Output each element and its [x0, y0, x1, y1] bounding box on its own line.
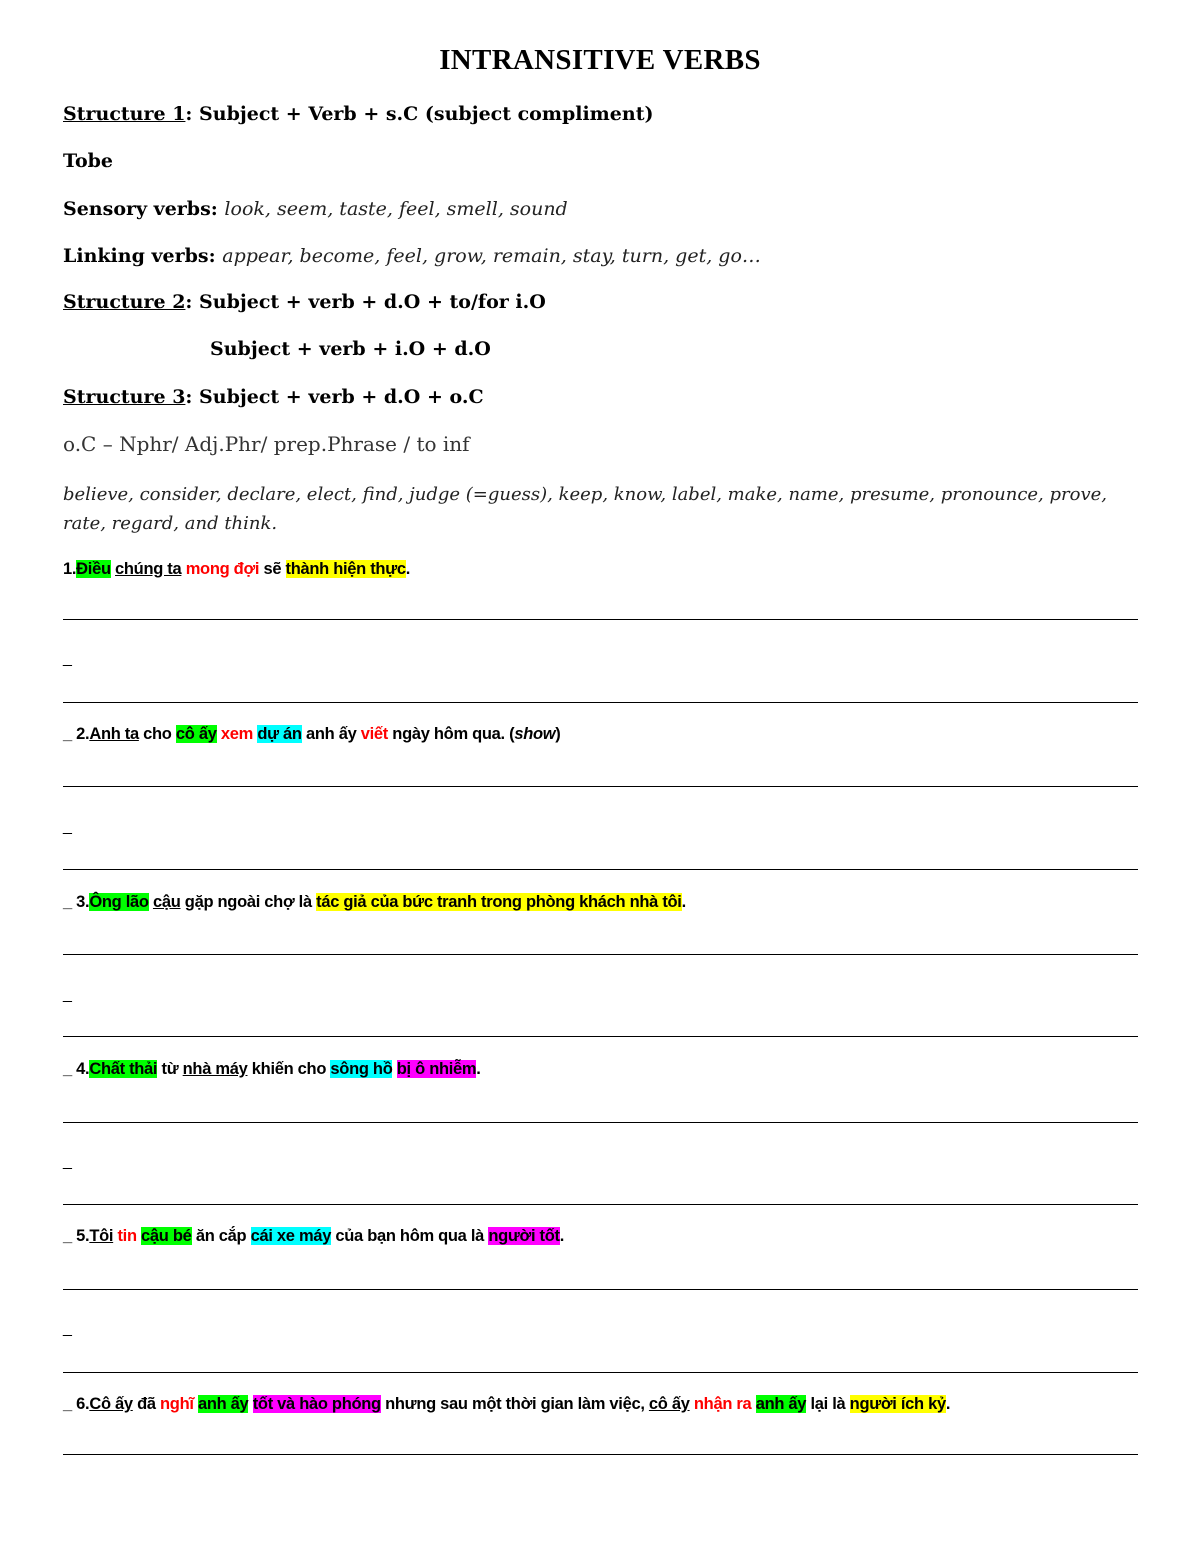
- plain-text: cho: [143, 725, 172, 743]
- plain-text: anh ấy: [305, 725, 357, 743]
- plain-text: ngày hôm qua. (: [392, 725, 515, 743]
- linking-verbs-label: Linking verbs:: [63, 245, 223, 267]
- exercise-1: [63, 560, 410, 579]
- structure-2-alt-formula: Subject + verb + i.O + d.O: [210, 338, 491, 360]
- answer-line: [63, 869, 1138, 870]
- answer-line: [63, 619, 1138, 620]
- highlight-object: anh ấy: [197, 1395, 249, 1413]
- structure-3-formula: : Subject + verb + d.O + o.C: [185, 386, 484, 408]
- exercise-6: [63, 1395, 950, 1414]
- exercise-number: _ 4.: [63, 1060, 90, 1078]
- highlight-complement: người ích kỷ: [849, 1395, 946, 1413]
- highlight-object: cậu bé: [141, 1227, 192, 1245]
- highlight-complement: người tốt: [488, 1227, 560, 1245]
- exercise-3: [63, 893, 686, 912]
- underlined-word: nhà máy: [182, 1060, 248, 1078]
- dash-mark: _: [63, 1320, 72, 1337]
- underlined-subject: Tôi: [89, 1227, 114, 1245]
- highlight-complement: thành hiện thực: [285, 560, 406, 578]
- highlight-complement: bị ô nhiễm: [396, 1060, 477, 1078]
- underlined-subject: Anh ta: [89, 725, 139, 743]
- answer-line: [63, 1122, 1138, 1123]
- answer-line: [63, 1454, 1138, 1455]
- highlight-object: sông hồ: [330, 1060, 393, 1078]
- underlined-word: cậu: [152, 893, 181, 911]
- answer-line: [63, 1289, 1138, 1290]
- answer-line: [63, 702, 1138, 703]
- red-verb: xem: [220, 725, 254, 743]
- sensory-verbs-line: [63, 198, 568, 220]
- highlight-subject: Chất thải: [89, 1060, 158, 1078]
- plain-text: đã: [137, 1395, 156, 1413]
- linking-verbs-list: appear, become, feel, grow, remain, stay, turn, get, go…: [222, 245, 761, 267]
- plain-text: từ: [161, 1060, 179, 1078]
- underlined-subject: Cô ấy: [89, 1395, 133, 1413]
- answer-line: [63, 1204, 1138, 1205]
- plain-text: khiến cho: [251, 1060, 327, 1078]
- underlined-word: chúng ta: [115, 560, 182, 578]
- red-verb: nhận ra: [693, 1395, 752, 1413]
- structure-2-line: [63, 291, 546, 313]
- red-verb: mong đợi: [185, 560, 260, 578]
- red-verb: tin: [117, 1227, 137, 1245]
- answer-line: [63, 786, 1138, 787]
- structure-2-label: Structure 2: [63, 291, 186, 313]
- punctuation: .: [559, 1227, 564, 1245]
- object-complement-note: o.C – Nphr/ Adj.Phr/ prep.Phrase / to inf: [63, 432, 470, 456]
- underlined-subject: cô ấy: [648, 1395, 690, 1413]
- punctuation: .: [476, 1060, 481, 1078]
- exercise-2: [63, 725, 560, 744]
- exercise-number: _ 2.: [63, 725, 90, 743]
- plain-text: sẽ: [263, 560, 282, 578]
- highlight-object: dự án: [257, 725, 302, 743]
- punctuation: ): [555, 725, 561, 743]
- red-verb: viết: [360, 725, 388, 743]
- exercise-number: _ 3.: [63, 893, 90, 911]
- verb-list: believe, consider, declare, elect, find, judge (=guess), keep, know, label, make, name, presume, pronounce, prove, rate, regard, and think.: [63, 484, 1108, 534]
- page-title: INTRANSITIVE VERBS: [439, 44, 761, 76]
- structure-3-line: [63, 386, 484, 408]
- punctuation: .: [945, 1395, 951, 1413]
- structure-1-formula: : Subject + Verb + s.C (subject compliment): [185, 103, 654, 125]
- structure-2-formula: : Subject + verb + d.O + to/for i.O: [185, 291, 546, 313]
- plain-text: gặp ngoài chợ là: [184, 893, 312, 911]
- linking-verbs-line: [63, 245, 761, 267]
- plain-text: của bạn hôm qua là: [335, 1227, 485, 1245]
- highlight-complement: tác giả của bức tranh trong phòng khách nhà tôi: [316, 893, 682, 911]
- exercise-number: _ 6.: [63, 1395, 90, 1413]
- sensory-verbs-list: look, seem, taste, feel, smell, sound: [224, 198, 568, 220]
- highlight-subject: Điều: [76, 560, 111, 578]
- exercise-number: _ 5.: [63, 1227, 90, 1245]
- answer-line: [63, 1372, 1138, 1373]
- answer-line: [63, 1036, 1138, 1037]
- hint-verb: show: [514, 725, 556, 743]
- highlight-complement: tốt và hào phóng: [252, 1395, 381, 1413]
- red-verb: nghĩ: [160, 1395, 194, 1413]
- structure-1-label: Structure 1: [63, 103, 186, 125]
- exercise-number: 1.: [63, 560, 77, 578]
- highlight-object: cô ấy: [175, 725, 217, 743]
- sensory-verbs-label: Sensory verbs:: [63, 198, 225, 220]
- plain-text: lại là: [810, 1395, 846, 1413]
- dash-mark: _: [63, 650, 72, 667]
- exercise-4: [63, 1060, 481, 1079]
- punctuation: .: [681, 893, 686, 911]
- structure-3-label: Structure 3: [63, 386, 186, 408]
- plain-text: nhưng sau một thời gian làm việc,: [385, 1395, 645, 1413]
- highlight-subject: Ông lão: [89, 893, 149, 911]
- dash-mark: _: [63, 818, 72, 835]
- punctuation: .: [405, 560, 411, 578]
- tobe-line: Tobe: [63, 150, 114, 172]
- highlight-object: anh ấy: [755, 1395, 807, 1413]
- dash-mark: _: [63, 986, 72, 1003]
- structure-1-line: [63, 103, 653, 125]
- dash-mark: _: [63, 1153, 72, 1170]
- exercise-5: [63, 1227, 564, 1246]
- highlight-object: cái xe máy: [250, 1227, 332, 1245]
- plain-text: ăn cắp: [195, 1227, 247, 1245]
- answer-line: [63, 954, 1138, 955]
